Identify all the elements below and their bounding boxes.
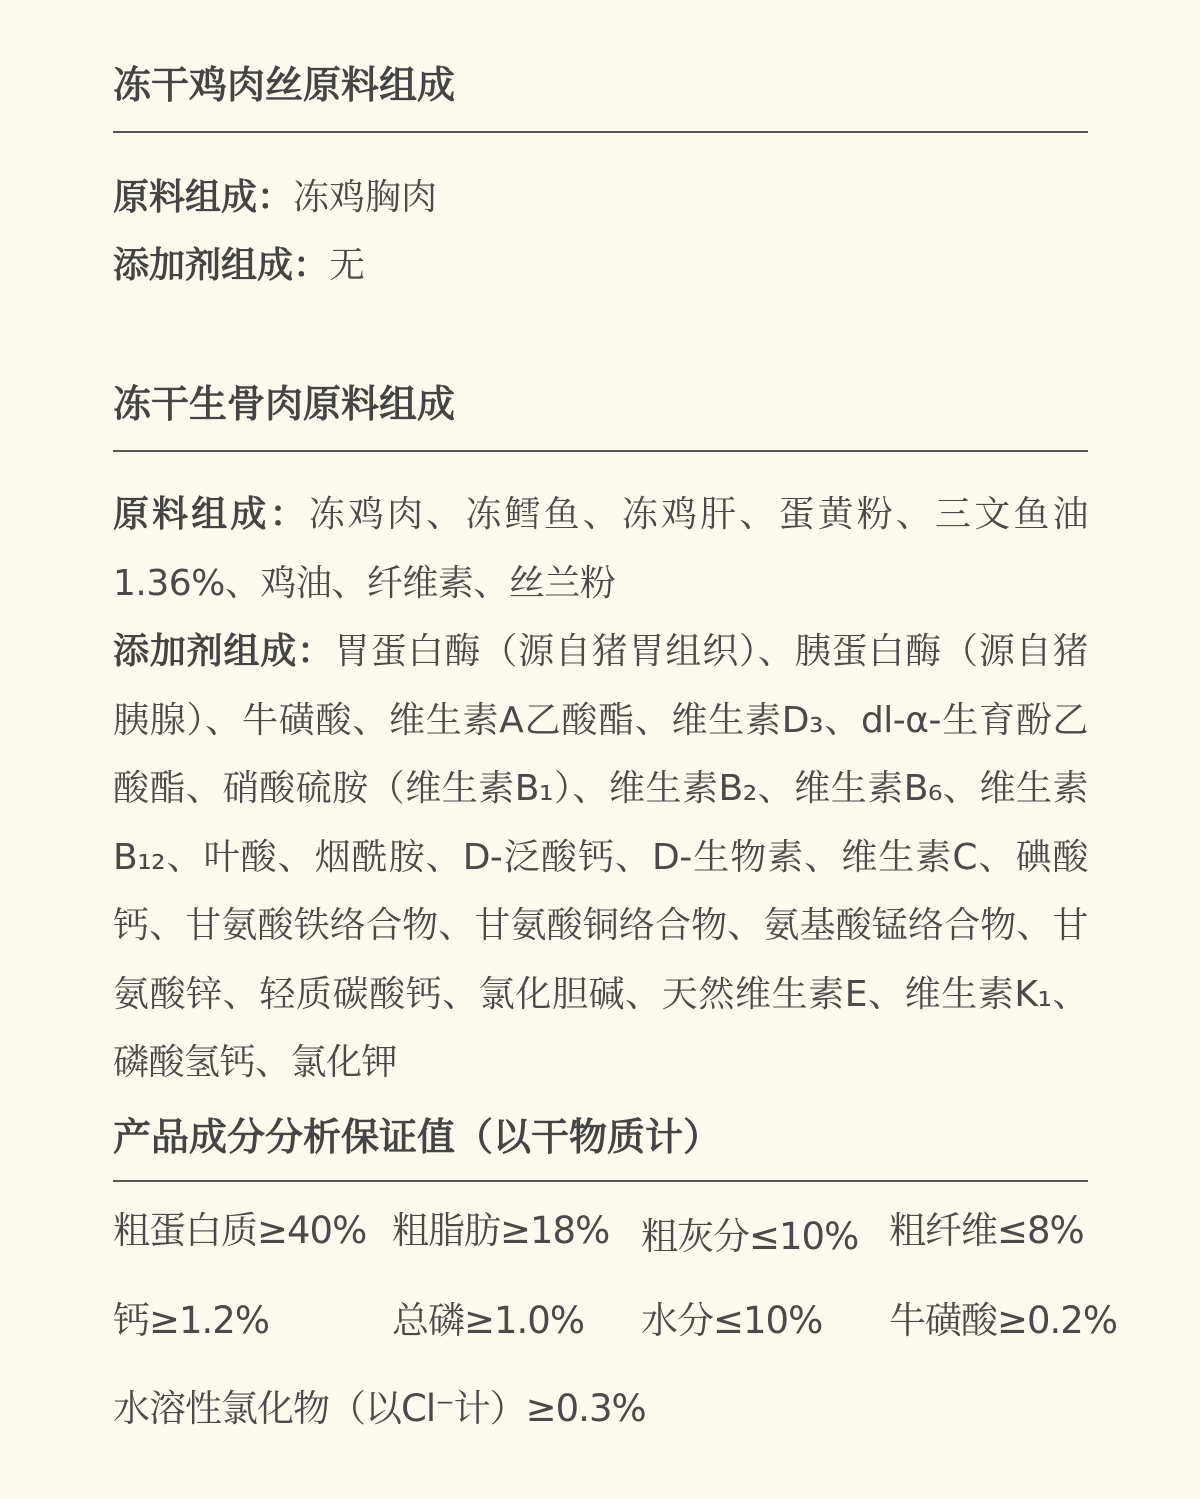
section-title-guaranteed-analysis: 产品成分分析保证值（以干物质计） [113,1115,722,1159]
additives-label: 添加剂组成： [113,245,330,286]
raw-materials-label: 原料组成： [113,494,309,535]
metric-taurine: 牛磺酸≥0.2% [889,1299,1118,1342]
metric-crude-ash: 粗灰分≤10% [641,1215,859,1258]
section-divider [113,1180,1088,1182]
raw-materials-paragraph [113,481,1088,618]
additives-row [113,232,1088,300]
additives-paragraph [113,618,1088,1098]
section-divider [113,450,1088,452]
additives-value: 胃蛋白酶（源自猪胃组织）、胰蛋白酶（源自猪胰腺）、牛磺酸、维生素A乙酸酯、维生素D₃、dl-α-生育酚乙酸酯、硝酸硫胺（维生素B₁）、维生素B₂、维生素B₆、维生素B₁₂、叶酸、烟酰胺、D-泛酸钙、D-生物素、维生素C、碘酸钙、甘氨酸铁络合物、甘氨酸铜络合物、氨基酸锰络合物、甘氨酸锌、轻质碳酸钙、氯化胆碱、天然维生素E、维生素K₁、磷酸氢钙、氯化钾 [113,631,1088,1083]
section-title-chicken-shreds: 冻干鸡肉丝原料组成 [113,63,456,107]
metric-total-phosphorus: 总磷≥1.0% [392,1299,585,1342]
additives-value: 无 [329,245,366,286]
metric-calcium: 钙≥1.2% [113,1299,270,1342]
metric-crude-fat: 粗脂肪≥18% [392,1209,610,1252]
additives-label: 添加剂组成： [113,631,334,672]
raw-materials-label: 原料组成： [113,177,294,218]
section-title-raw-bone-meat: 冻干生骨肉原料组成 [113,382,456,426]
raw-materials-value: 冻鸡胸肉 [293,177,438,218]
raw-materials-value: 冻鸡肉、冻鳕鱼、冻鸡肝、蛋黄粉、三文鱼油1.36%、鸡油、纤维素、丝兰粉 [113,494,1088,604]
metric-crude-fiber: 粗纤维≤8% [889,1209,1084,1252]
metric-moisture: 水分≤10% [641,1299,823,1342]
metric-water-soluble-chloride: 水溶性氯化物（以Cl⁻计）≥0.3% [113,1387,646,1430]
section-divider [113,131,1088,133]
raw-materials-row [113,164,1088,232]
metric-crude-protein: 粗蛋白质≥40% [113,1209,367,1252]
